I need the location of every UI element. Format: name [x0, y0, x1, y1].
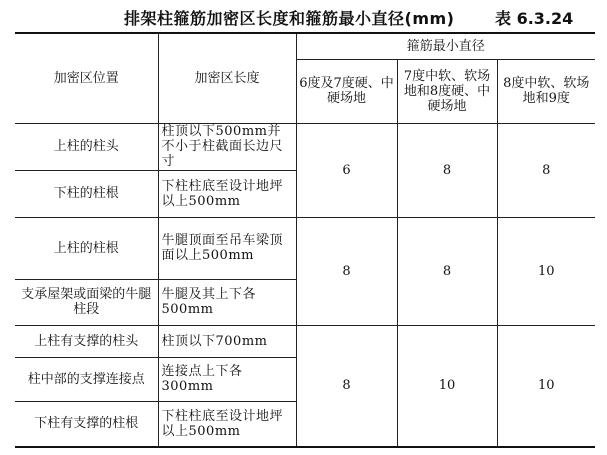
stirrup-table [15, 32, 595, 448]
table-row [15, 217, 595, 279]
group1-value-2: 8 [397, 123, 497, 217]
group2-value-2: 8 [397, 217, 497, 325]
table-number: 表 6.3.24 [495, 9, 574, 28]
group3-value-1: 8 [296, 325, 397, 447]
table-row [15, 123, 595, 170]
header-row-1 [15, 33, 595, 59]
row-length: 下柱柱底至设计地坪以上500mm [158, 170, 296, 217]
row-length: 连接点上下各300mm [158, 357, 296, 401]
row-length: 下柱柱底至设计地坪以上500mm [158, 401, 296, 447]
header-col-3: 8度中软、软场地和9度 [497, 59, 595, 123]
header-position: 加密区位置 [15, 33, 158, 123]
table-row [15, 325, 595, 357]
group1-value-1: 6 [296, 123, 397, 217]
group2-value-3: 10 [497, 217, 595, 325]
group3-value-3: 10 [497, 325, 595, 447]
row-length: 柱顶以下700mm [158, 325, 296, 357]
header-min-diameter: 箍筋最小直径 [296, 33, 595, 59]
group1-value-3: 8 [497, 123, 595, 217]
header-length: 加密区长度 [158, 33, 296, 123]
header-col-2: 7度中软、软场地和8度硬、中硬场地 [397, 59, 497, 123]
header-col-1: 6度及7度硬、中硬场地 [296, 59, 397, 123]
row-length: 牛腿及其上下各500mm [158, 279, 296, 325]
row-length: 柱顶以下500mm并不小于柱截面长边尺寸 [158, 123, 296, 170]
row-position: 支承屋架或面梁的牛腿柱段 [15, 279, 158, 325]
table-title-bar [0, 4, 607, 30]
row-position: 下柱的柱根 [15, 170, 158, 217]
row-length: 牛腿顶面至吊车梁顶面以上500mm [158, 217, 296, 279]
row-position: 上柱的柱头 [15, 123, 158, 170]
row-position: 上柱有支撑的柱头 [15, 325, 158, 357]
row-position: 上柱的柱根 [15, 217, 158, 279]
row-position: 柱中部的支撑连接点 [15, 357, 158, 401]
table-title: 排架柱箍筋加密区长度和箍筋最小直径(mm) [124, 9, 455, 28]
group2-value-1: 8 [296, 217, 397, 325]
group3-value-2: 10 [397, 325, 497, 447]
row-position: 下柱有支撑的柱根 [15, 401, 158, 447]
